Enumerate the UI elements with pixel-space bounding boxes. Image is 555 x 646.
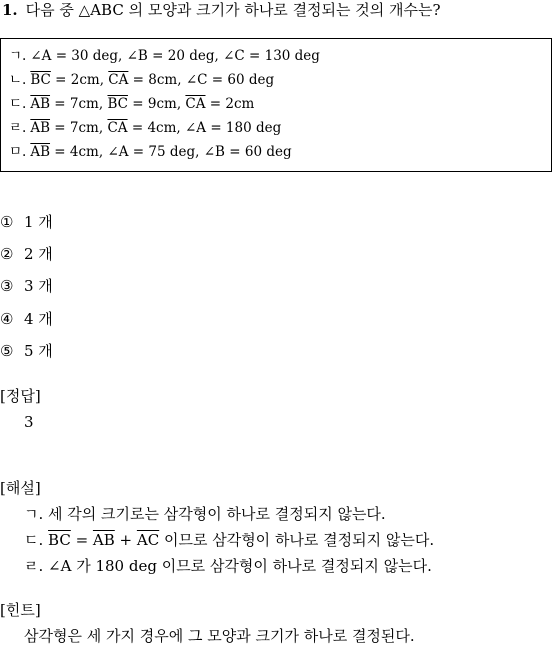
condition-label: ㄴ. xyxy=(9,72,27,88)
choice-3[interactable] xyxy=(0,276,53,296)
choice-label: 1 개 xyxy=(24,213,53,231)
choice-5[interactable] xyxy=(0,341,53,361)
text-segment: = 2cm, xyxy=(50,72,109,88)
explanation-line xyxy=(24,530,434,550)
answer-value: 3 xyxy=(24,413,34,431)
overline-segment: $\overline{AB}$ xyxy=(30,144,51,160)
overline-segment: $\overline{AB}$ xyxy=(30,120,51,136)
condition-label: ㄷ. xyxy=(9,96,27,112)
question-title xyxy=(2,0,441,20)
overline-segment: $\overline{BC}$ xyxy=(30,72,51,88)
choice-mark: ④ xyxy=(0,310,14,328)
choice-1[interactable] xyxy=(0,212,53,232)
choice-label: 4 개 xyxy=(24,310,53,328)
choice-mark: ⑤ xyxy=(0,342,14,360)
overline-segment: $\overline{AB}$ xyxy=(30,96,51,112)
text-segment: = 2cm xyxy=(205,96,255,112)
choice-mark: ② xyxy=(0,245,14,263)
hint-heading: [힌트] xyxy=(0,601,41,619)
text-segment: = 7cm, xyxy=(50,96,108,112)
text-segment: = 9cm, xyxy=(127,96,186,112)
question-number: 1. xyxy=(2,1,18,19)
explanation-line xyxy=(24,504,386,524)
text-segment: ㄱ. 세 각의 크기로는 삼각형이 하나로 결정되지 않는다. xyxy=(24,505,386,523)
text-segment: ∠A = 30 deg, ∠B = 20 deg, ∠C = 130 deg xyxy=(30,48,320,64)
conditions-box xyxy=(0,38,552,172)
condition-item xyxy=(9,119,281,137)
condition-item xyxy=(9,95,254,113)
text-segment: = 7cm, xyxy=(50,120,108,136)
text-segment: ㄷ. xyxy=(24,531,49,549)
overline-segment: $\overline{CA}$ xyxy=(107,120,128,136)
text-segment: = 8cm, ∠C = 60 deg xyxy=(128,72,275,88)
condition-item xyxy=(9,71,274,89)
condition-label: ㄱ. xyxy=(9,48,27,64)
choice-mark: ③ xyxy=(0,277,14,295)
choice-label: 2 개 xyxy=(24,245,53,263)
hint-text: 삼각형은 세 가지 경우에 그 모양과 크기가 하나로 결정된다. xyxy=(24,627,415,645)
text-segment: = xyxy=(70,531,93,549)
question-text: 다음 중 △ABC 의 모양과 크기가 하나로 결정되는 것의 개수는? xyxy=(25,1,441,19)
overline-segment: $\overline{AB}$ xyxy=(92,531,115,549)
explanation-line xyxy=(24,556,432,576)
choice-label: 5 개 xyxy=(24,342,53,360)
choice-mark: ① xyxy=(0,213,14,231)
overline-segment: $\overline{AC}$ xyxy=(136,531,160,549)
overline-segment: $\overline{CA}$ xyxy=(108,72,129,88)
text-segment: = 4cm, ∠A = 180 deg xyxy=(127,120,282,136)
text-segment: 이므로 삼각형이 하나로 결정되지 않는다. xyxy=(159,531,435,549)
explanation-heading: [해설] xyxy=(0,479,41,497)
choice-4[interactable] xyxy=(0,309,53,329)
overline-segment: $\overline{CA}$ xyxy=(185,96,206,112)
condition-label: ㄹ. xyxy=(9,120,27,136)
condition-item xyxy=(9,143,292,161)
overline-segment: $\overline{BC}$ xyxy=(107,96,128,112)
text-segment: ㄹ. ∠A 가 180 deg 이므로 삼각형이 하나로 결정되지 않는다. xyxy=(24,557,432,575)
text-segment: + xyxy=(114,531,137,549)
overline-segment: $\overline{BC}$ xyxy=(48,531,71,549)
choice-label: 3 개 xyxy=(24,277,53,295)
text-segment: = 4cm, ∠A = 75 deg, ∠B = 60 deg xyxy=(50,144,292,160)
condition-item xyxy=(9,47,320,65)
answer-heading: [정답] xyxy=(0,387,41,405)
choice-2[interactable] xyxy=(0,244,53,264)
condition-label: ㅁ. xyxy=(9,144,27,160)
